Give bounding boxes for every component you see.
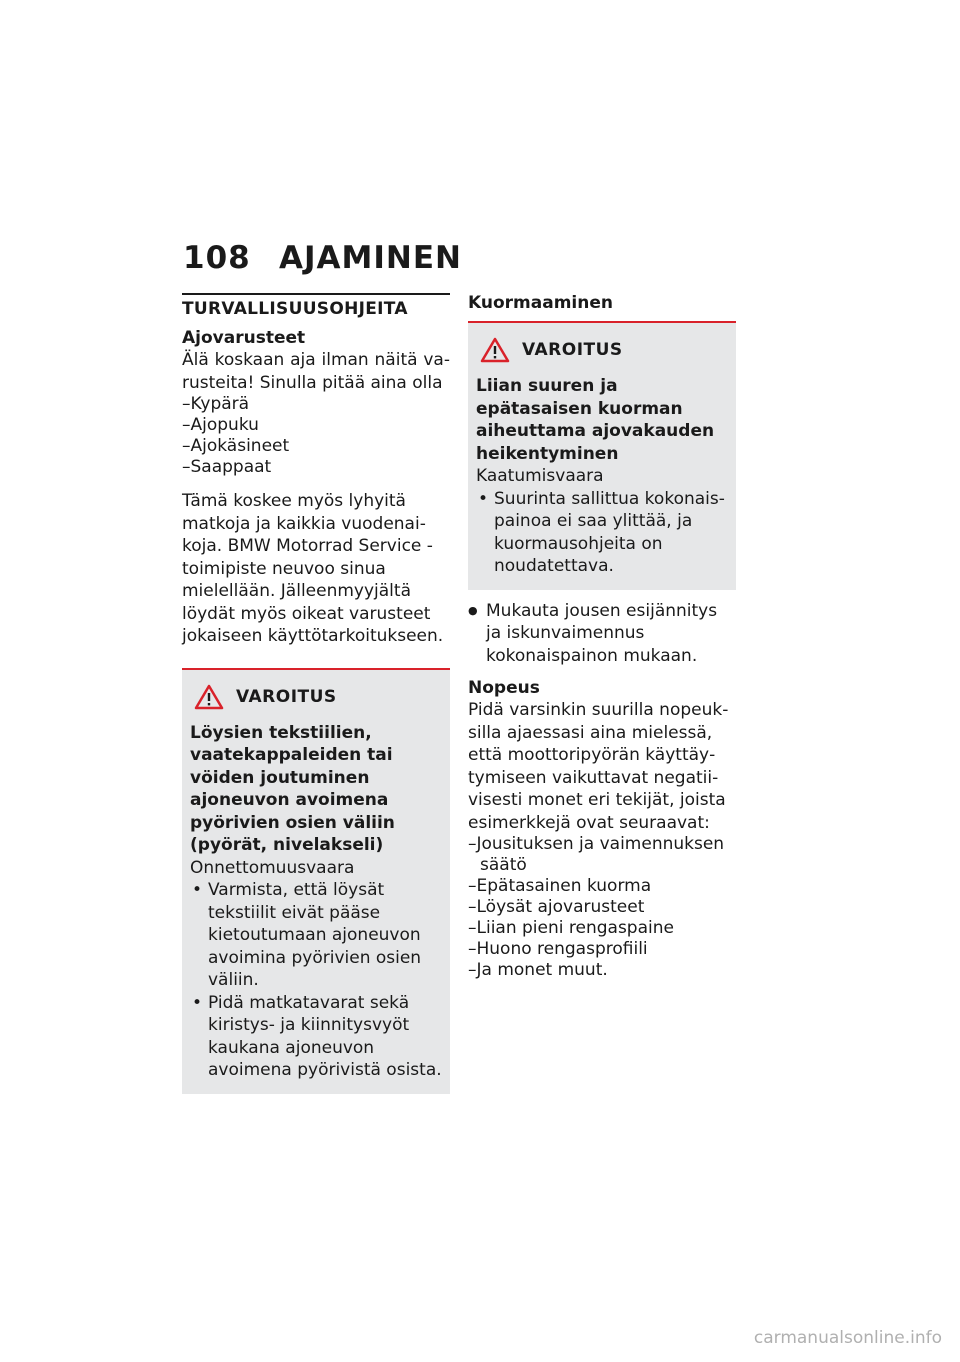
warning-triangle-icon [480, 337, 510, 363]
warning-bullets [190, 879, 442, 1082]
list-item: • Suurinta sallittua kokonaispainoa ei saa ylittää, ja kuormausohjeita on noudatettava. [476, 488, 728, 578]
warning-heading: Liian suuren ja epätasaisen kuorman aiheuttama ajovakauden heikentyminen [476, 376, 715, 464]
warning-heading: Löysien tekstiilien, vaatekappaleiden tai vöiden joutuminen ajoneuvon avoimena pyörivien osien väliin (pyörät, nivelakseli) [190, 722, 395, 855]
warning-label: VAROITUS [522, 340, 623, 360]
list-item: • Varmista, että löysät tekstiilit eivät pääse kietoutumaan ajoneuvon avoimina pyörivien osien väliin. [190, 879, 442, 992]
list-item: • Pidä matkatavarat sekä kiristys- ja kiinnitysvyöt kaukana ajoneuvon avoimena pyörivistä osista. [190, 992, 442, 1082]
warning-title [190, 684, 442, 710]
section-title: TURVALLISUUSOHJEITA [182, 293, 450, 319]
gear-list [182, 394, 450, 478]
warning-box-load [468, 321, 736, 590]
list-item: – Ajokäsineet [182, 436, 450, 457]
speed-factor-list [468, 834, 736, 981]
list-item: – Löysät ajovarusteet [468, 897, 736, 918]
left-column [182, 293, 450, 1094]
list-item: – Epätasainen kuorma [468, 876, 736, 897]
gear-paragraph: Tämä koskee myös lyhyitä matkoja ja kaikkia vuodenaikoja. BMW Motorrad Service -toimipiste neuvoo sinua mielellään. Jälleenmyyjältä löydät myös oikeat varusteet jokaiseen käyttötarkoitukseen. [182, 491, 444, 646]
subheading-gear: Ajovarusteet [182, 328, 306, 348]
list-item: – Saappaat [182, 457, 450, 478]
page-number: 108 [183, 240, 251, 276]
list-item: – Liian pieni rengaspaine [468, 918, 736, 939]
speed-paragraph: Pidä varsinkin suurilla nopeuksilla ajaessasi aina mielessä, että moottoripyörän käyttäytymiseen vaikuttavat negatiivisesti monet eri tekijät, joista esimerkkejä ovat seuraavat: [468, 700, 729, 833]
list-item: – Huono rengasprofiili [468, 939, 736, 960]
subheading-speed: Nopeus [468, 678, 540, 698]
heading-loading: Kuormaaminen [468, 293, 613, 313]
list-item: – Jousituksen ja vaimennuksen säätö [468, 834, 736, 876]
warning-box-textiles [182, 668, 450, 1094]
page-header [183, 240, 462, 276]
warning-hazard: Kaatumisvaara [476, 466, 604, 486]
watermark: carmanualsonline.info [753, 1328, 942, 1348]
chapter-title: AJAMINEN [279, 240, 462, 276]
warning-label: VAROITUS [236, 686, 337, 707]
warning-bullets [476, 488, 728, 578]
warning-triangle-icon [194, 684, 224, 710]
right-column [468, 293, 736, 981]
list-item: ● Mukauta jousen esijännitys ja iskunvaimennus kokonaispainon mukaan. [468, 600, 736, 668]
action-list [468, 600, 736, 668]
list-item: – Ajopuku [182, 415, 450, 436]
warning-title [476, 337, 728, 363]
gear-intro: Älä koskaan aja ilman näitä varusteita! Sinulla pitää aina olla [182, 350, 450, 393]
list-item: – Ja monet muut. [468, 960, 736, 981]
warning-hazard: Onnettomuusvaara [190, 857, 355, 878]
list-item: – Kypärä [182, 394, 450, 415]
